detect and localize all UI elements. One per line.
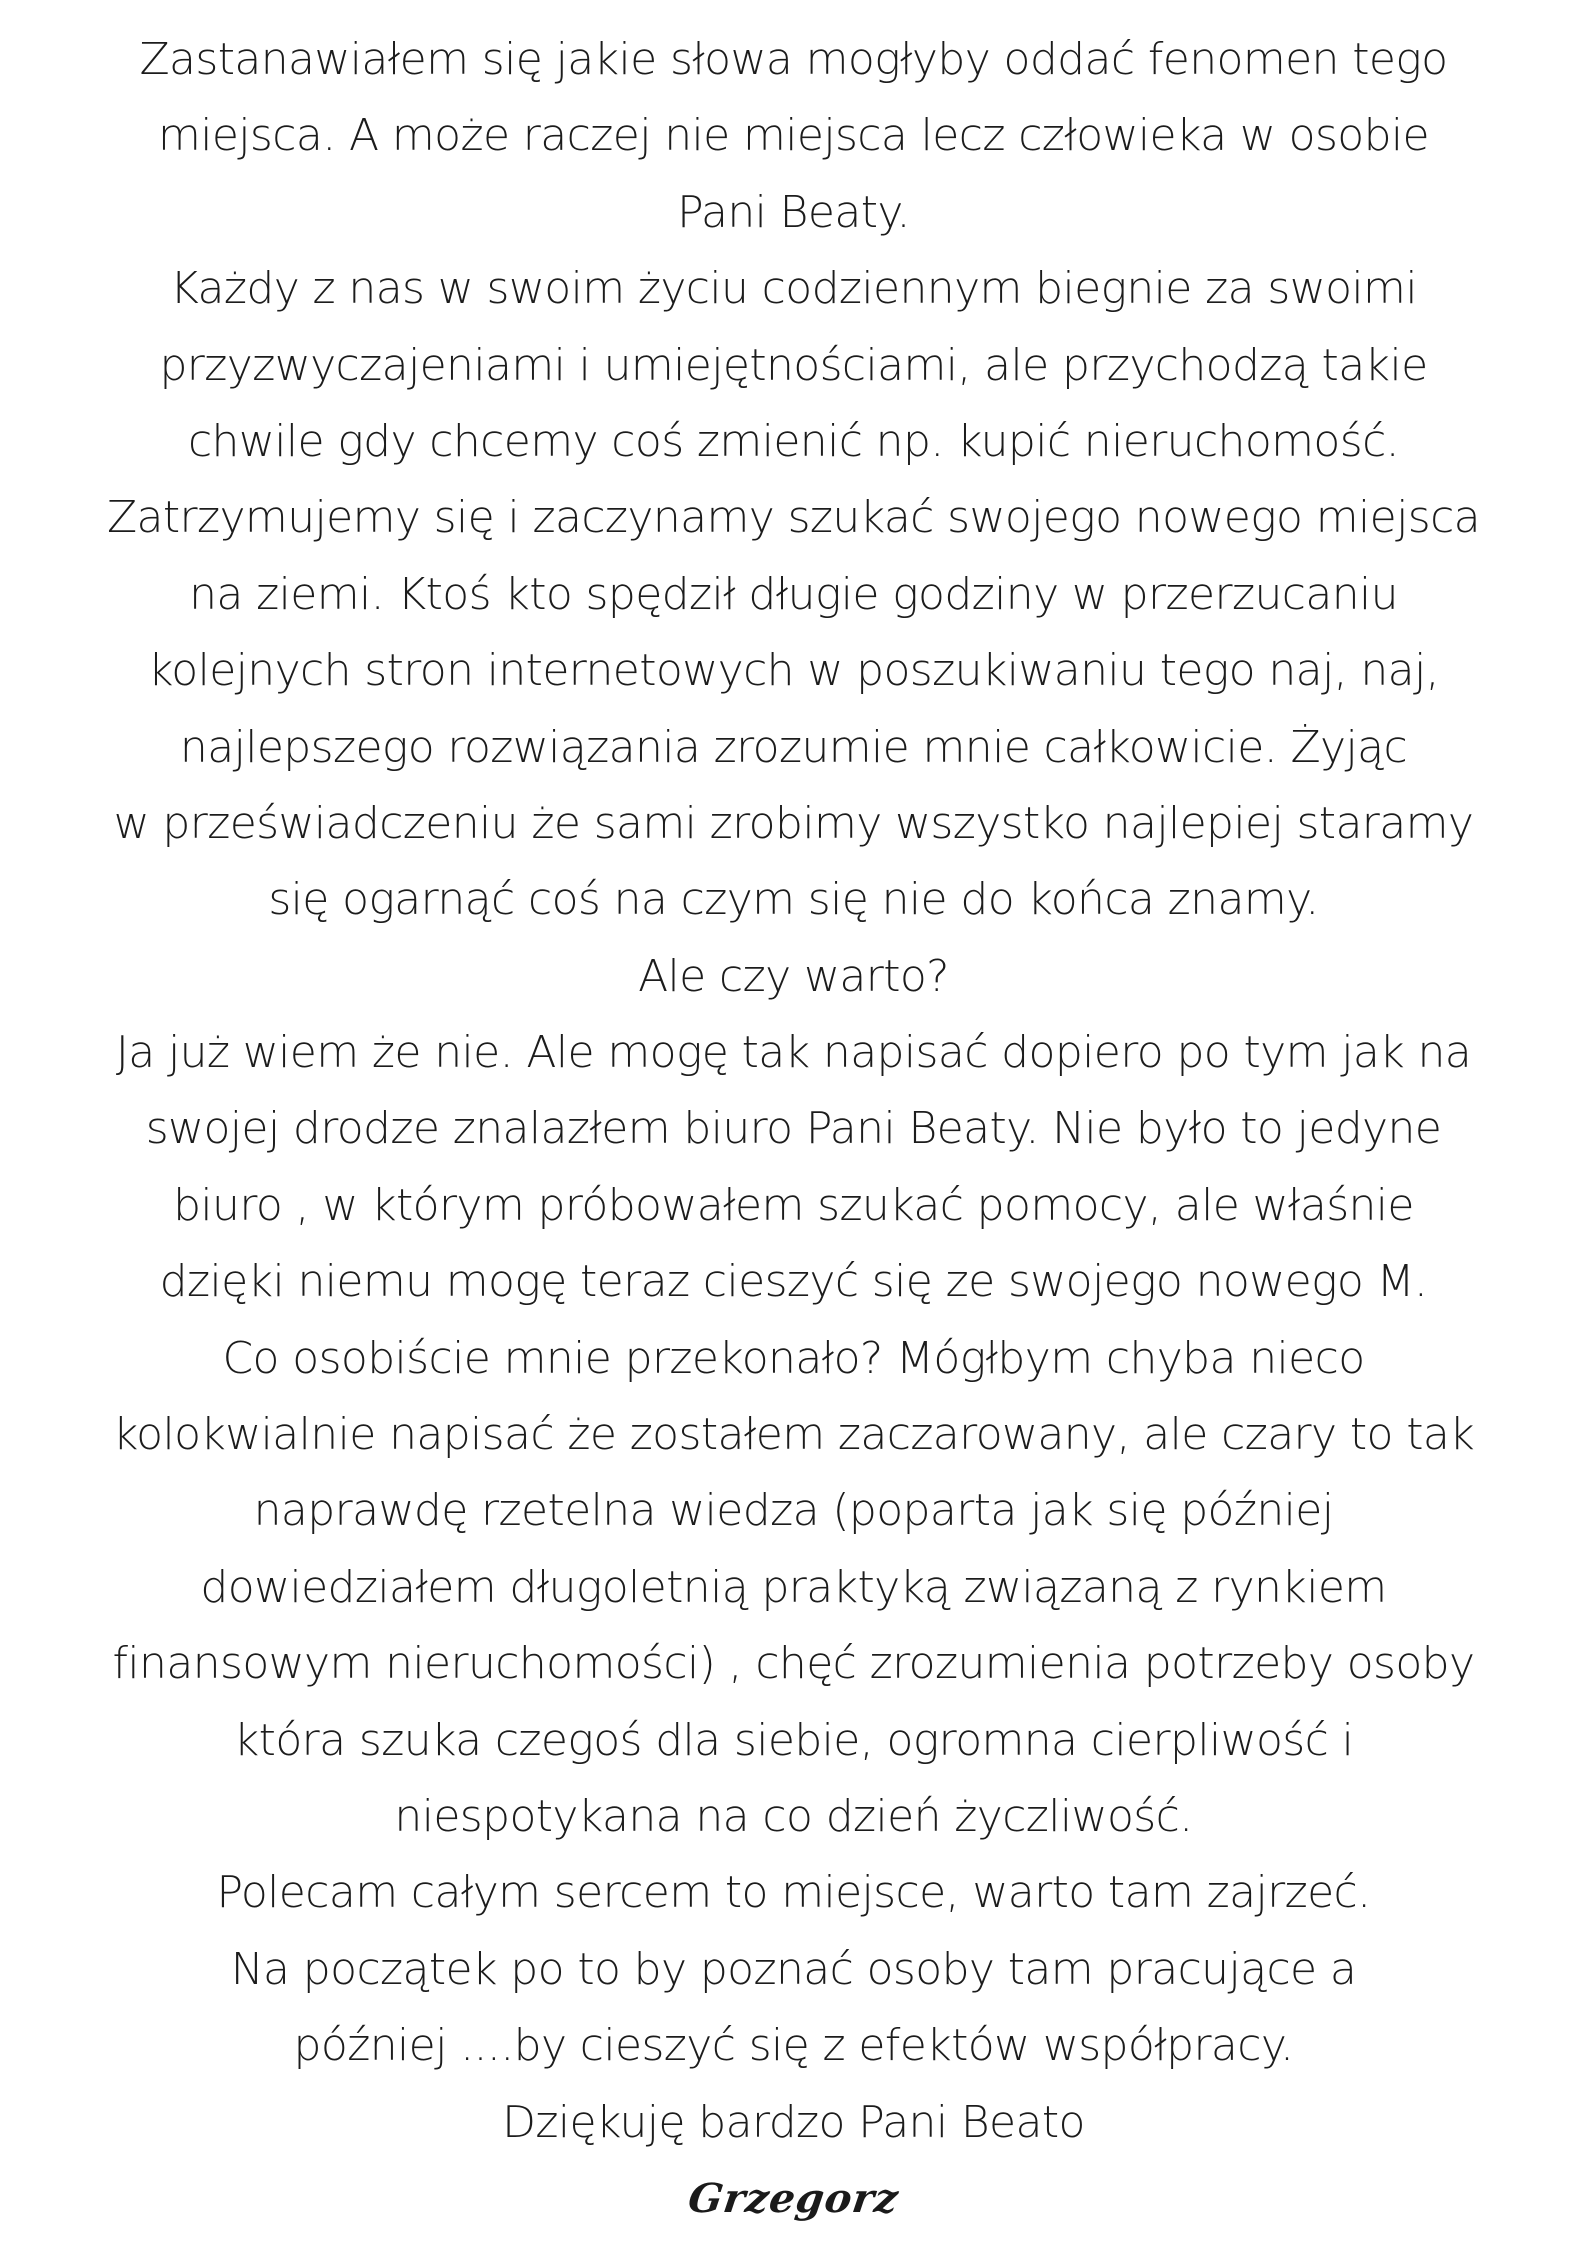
text-line: kolejnych stron internetowych w poszukiwaniu tego naj, naj, [147,645,1440,697]
text-line: najlepszego rozwiązania zrozumie mnie całkowicie. Żyjąc [179,721,1408,773]
text-line: Dziękuję bardzo Pani Beato [502,2096,1085,2148]
testimonial-document [0,22,1587,2227]
text-line: Zastanawiałem się jakie słowa mogłyby oddać fenomen tego [139,34,1448,85]
text-line: Każdy z nas w swoim życiu codziennym biegnie za swoimi [170,263,1417,315]
text-line: się ogarnąć coś na czym się nie do końca znamy. [268,874,1319,926]
text-line: chwile gdy chcemy coś zmienić np. kupić nieruchomość. [187,415,1400,467]
text-line: niespotykana na co dzień życzliwość. [394,1790,1193,1842]
text-line: na ziemi. Ktoś kto spędził długie godziny w przerzucaniu [189,568,1398,620]
text-line: później ....by cieszyć się z efektów współpracy. [293,2020,1294,2072]
text-line: Zatrzymujemy się i zaczynamy szukać swojego nowego miejsca [106,492,1481,544]
text-line: kolokwialnie napisać że zostałem zaczarowany, ale czary to tak [112,1409,1475,1461]
text-line: swojej drodze znalazłem biuro Pani Beaty. Nie było to jedyne [145,1103,1442,1155]
text-line: Polecam całym sercem to miejsce, warto tam zajrzeć. [216,1867,1371,1919]
text-line: Ale czy warto? [638,950,949,1002]
text-line: przyzwyczajeniami i umiejętnościami, ale przychodzą takie [159,339,1428,391]
text-line: która szuka czegoś dla siebie, ogromna cierpliwość i [233,1714,1354,1766]
text-line: dzięki niemu mogę teraz cieszyć się ze swojego nowego M. [159,1256,1428,1308]
text-line: Pani Beaty. [677,186,910,238]
text-line: biuro , w którym próbowałem szukać pomocy, ale właśnie [173,1179,1414,1231]
testimonial-text [0,22,1587,2161]
text-line: Na początek po to by poznać osoby tam pracujące a [230,1943,1357,1995]
text-line: dowiedziałem długoletnią praktyką związaną z rynkiem [200,1561,1387,1613]
text-line: Co osobiście mnie przekonało? Mógłbym chyba nieco [222,1332,1365,1384]
signature: Grzegorz [685,2174,902,2222]
text-line: w przeświadczeniu że sami zrobimy wszystko najlepiej staramy [113,797,1474,849]
text-line: finansowym nieruchomości) , chęć zrozumienia potrzeby osoby [112,1638,1475,1690]
text-line: naprawdę rzetelna wiedza (poparta jak się później [253,1485,1334,1537]
text-line: miejsca. A może raczej nie miejsca lecz człowieka w osobie [157,110,1430,162]
text-line: Ja już wiem że nie. Ale mogę tak napisać dopiero po tym jak na [115,1027,1472,1079]
